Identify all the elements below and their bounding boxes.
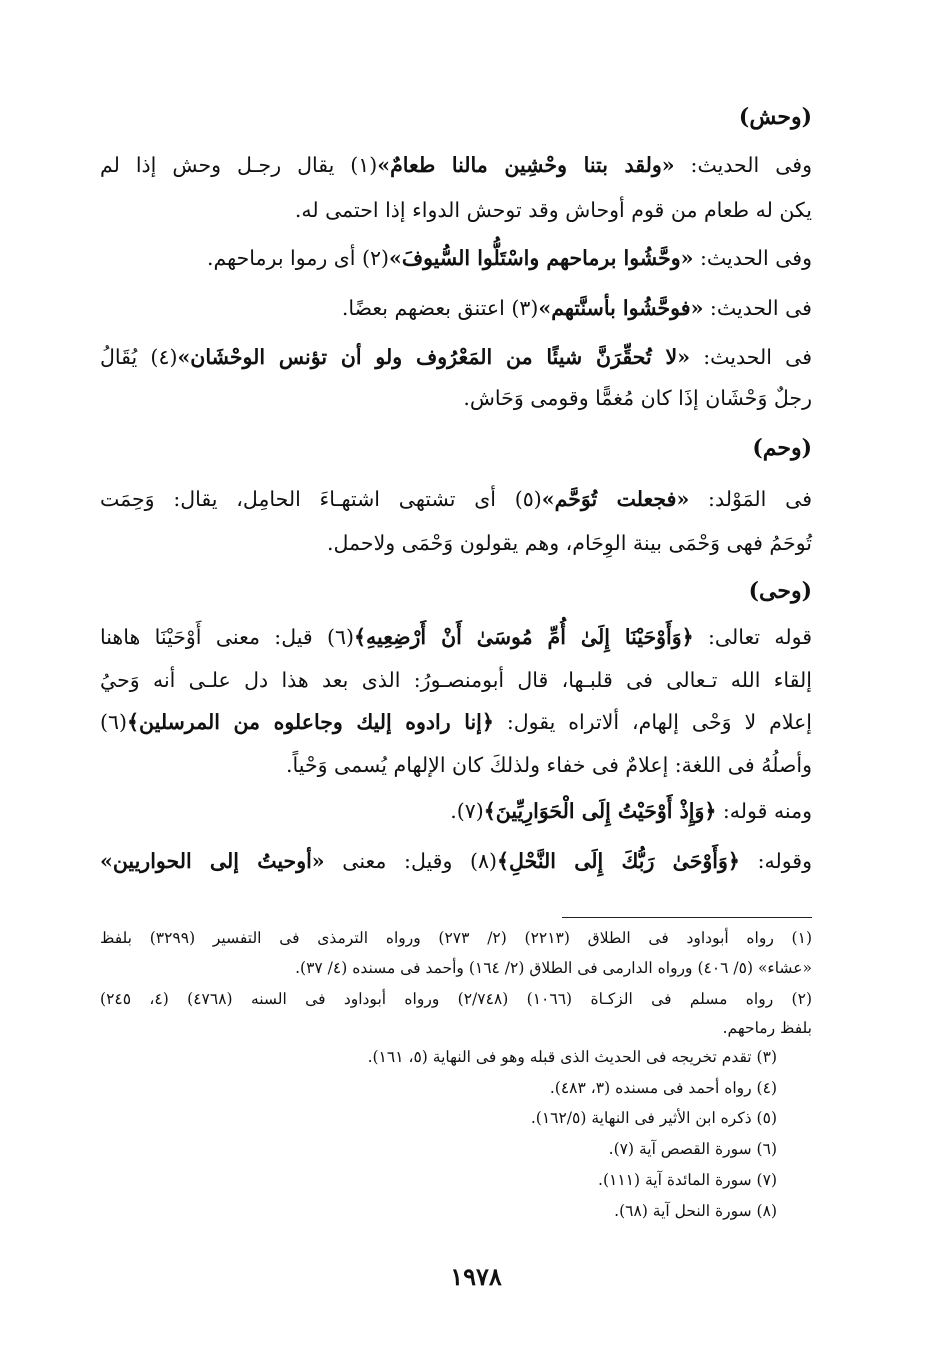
footnote-line: (٨) سورة النحل آية (٦٨).: [614, 1202, 777, 1220]
text-line: إعلام لا وَحْى إلهام، ألاتراه يقول: ﴿إنا رادوه إليك وجاعلوه من المرسلين﴾(٦): [100, 710, 812, 734]
text-line: قوله تعالى: ﴿وَأَوْحَيْنَا إِلَىٰ أُمِّ مُوسَىٰ أَنْ أَرْضِعِيهِ﴾(٦) قيل: معنى أَوْحَيْنَا هاهنا: [100, 625, 812, 649]
text-line: ومنه قوله: ﴿وَإِذْ أَوْحَيْتُ إِلَى الْحَوَارِيِّينَ﴾(٧).: [450, 799, 812, 823]
entry-heading-waham: (وحم): [752, 435, 812, 461]
text-line: فى المَوْلد: «فجعلت تُوَحَّم»(٥) أى تشتهى اشتهـاءَ الحامِل، يقال: وَحِمَت: [100, 487, 813, 511]
footnote-divider: [562, 917, 812, 918]
text-line: وفى الحديث: «وحَّشُوا برماحهم واسْتَلُّوا السُّيوفَ»(٢) أى رموا برماحهم.: [207, 246, 812, 270]
footnote-line: (٢) رواه مسلم فى الزكـاة (١٠٦٦) (٢/٧٤٨) ورواه أبوداود فى السنه (٤٧٦٨) (٤، ٢٤٥): [100, 990, 812, 1008]
footnote-line: (١) رواه أبوداود فى الطلاق (٢٢١٣) (٢/ ٢٧٣) ورواه الترمذى فى التفسير (٣٢٩٩) بلفظ: [100, 929, 812, 947]
entry-heading-wahsh: (وحش): [738, 104, 812, 130]
text-line: إلقاء الله تـعالى فى قلبـها، قال أبومنصـورُ: الذى بعد هذا دل علـى أنه وَحيُ: [100, 668, 812, 692]
page-number: ١٩٧٨: [450, 1262, 502, 1291]
text-line: يكن له طعام من قوم أوحاش وقد توحش الدواء إذا احتمى له.: [294, 198, 812, 222]
footnote-line: (٣) تقدم تخريجه فى الحديث الذى قبله وهو فى النهاية (٥، ١٦١).: [367, 1048, 777, 1066]
text-line: وفى الحديث: «ولقد بتنا وحْشِين مالنا طعامٌ»(١) يقال رجـل وحش إذا لم: [100, 153, 812, 177]
footnote-line: بلفظ رماحهم.: [722, 1019, 812, 1037]
footnote-line: (٦) سورة القصص آية (٧).: [608, 1140, 777, 1158]
footnote-line: (٧) سورة المائدة آية (١١١).: [598, 1171, 777, 1189]
text-line: وقوله: ﴿وَأَوْحَىٰ رَبُّكَ إِلَى النَّحْلِ﴾(٨) وقيل: معنى «أوحيتُ إلى الحواريين»: [100, 849, 812, 873]
footnote-line: (٥) ذكره ابن الأثير فى النهاية (١٦٢/٥).: [530, 1109, 777, 1127]
entry-heading-wahy: (وحى): [748, 578, 812, 604]
text-line: وأصلُهُ فى اللغة: إعلامٌ فى خفاء ولذلكَ كان الإلهام يُسمى وَحْياً.: [286, 753, 812, 777]
footnote-line: «عشاء» (٥/ ٤٠٦) ورواه الدارمى فى الطلاق (٢/ ١٦٤) وأحمد فى مسنده (٤/ ٣٧).: [295, 959, 812, 977]
footnote-line: (٤) رواه أحمد فى مسنده (٣، ٤٨٣).: [549, 1079, 777, 1097]
text-line: رجلٌ وَحْشَان إذَا كان مُغمًّا وقومى وَحَاش.: [463, 386, 812, 410]
text-line: تُوحَمُ فهى وَحْمَى بينة الوِحَام، وهم يقولون وَحْمَى ولاحمل.: [327, 531, 812, 555]
text-line: فى الحديث: «فوحَّشُوا بأسنَّتهم»(٣) اعتنق بعضهم بعضًا.: [341, 296, 812, 320]
text-line: فى الحديث: «لا تُحقِّرَنَّ شيئًا من المَعْرُوف ولو أن تؤنس الوحْشَان»(٤) يُقَالُ: [100, 345, 812, 369]
